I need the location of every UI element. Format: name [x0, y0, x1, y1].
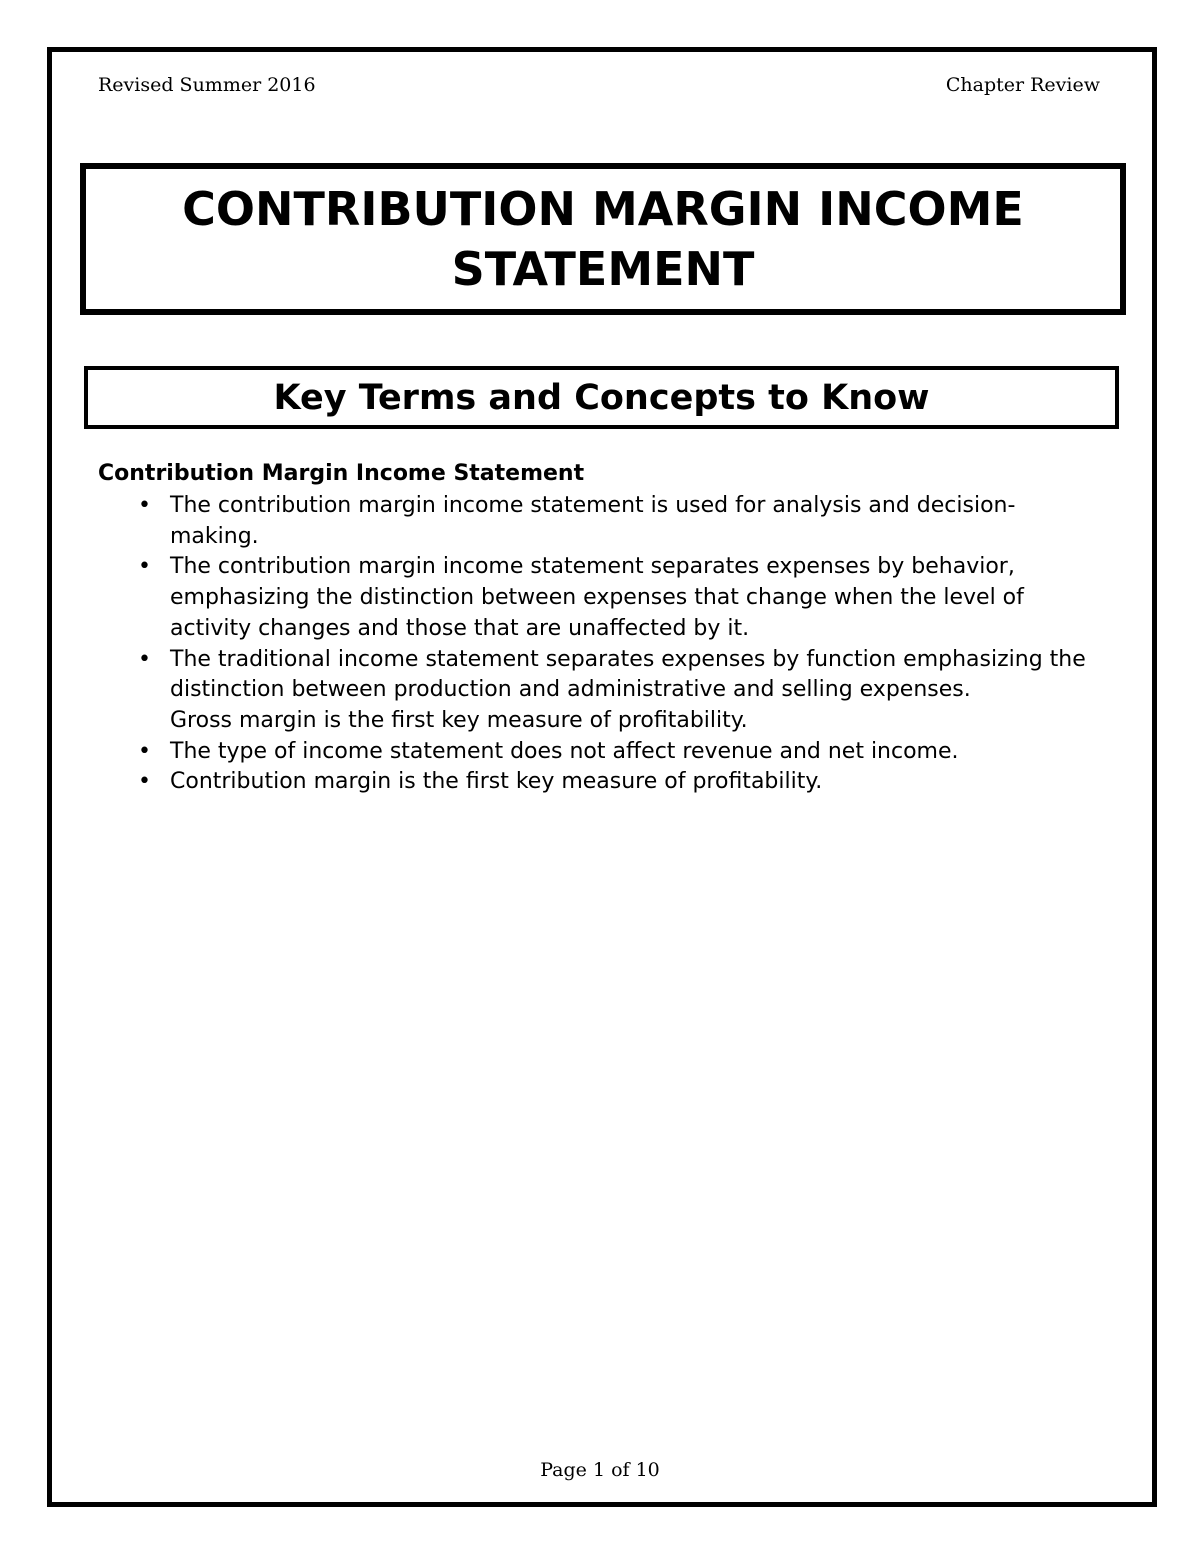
bullet-icon: •	[138, 769, 151, 795]
bullet-list	[98, 491, 1108, 798]
list-item-line: emphasizing the distinction between expenses that change when the level of	[170, 585, 1024, 611]
list-item	[98, 552, 1108, 644]
page-number: Page 1 of 10	[540, 1459, 660, 1481]
list-item-line: making.	[170, 523, 259, 549]
section-heading: Key Terms and Concepts to Know	[273, 377, 930, 418]
page-title-line-2: STATEMENT	[451, 242, 755, 296]
bullet-icon: •	[138, 554, 151, 580]
bullet-icon: •	[138, 493, 151, 518]
list-item-line: distinction between production and administrative and selling expenses.	[170, 677, 971, 703]
subheading: Contribution Margin Income Statement	[98, 461, 585, 486]
list-item-line: Contribution margin is the first key measure of profitability.	[170, 769, 823, 795]
list-item-line: activity changes and those that are unaffected by it.	[170, 615, 750, 641]
bullet-icon: •	[138, 738, 151, 764]
bullet-icon: •	[138, 646, 151, 672]
list-item	[98, 767, 1108, 798]
list-item	[98, 491, 1108, 552]
title-box	[80, 163, 1126, 315]
list-item-line: Gross margin is the first key measure of profitability.	[170, 707, 748, 733]
list-item	[98, 737, 1108, 768]
list-item-line: The type of income statement does not affect revenue and net income.	[170, 738, 959, 764]
list-item-line: The contribution margin income statement separates expenses by behavior,	[170, 554, 1015, 580]
header-revision: Revised Summer 2016	[98, 74, 316, 96]
page-title-line-1: CONTRIBUTION MARGIN INCOME	[182, 182, 1024, 236]
header-chapter-label: Chapter Review	[945, 74, 1100, 96]
list-item-line: The traditional income statement separates expenses by function emphasizing the	[170, 646, 1086, 672]
list-item-line: The contribution margin income statement is used for analysis and decision-	[170, 493, 1016, 518]
list-item	[98, 645, 1108, 737]
section-heading-box	[84, 366, 1119, 429]
page-title	[153, 179, 1053, 299]
